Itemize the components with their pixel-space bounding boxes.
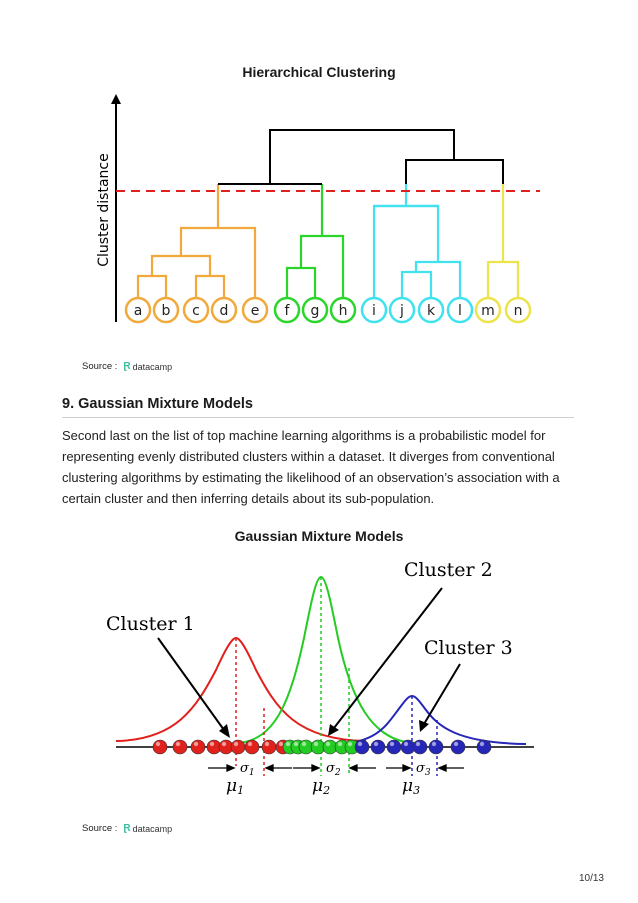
cluster-2-label: Cluster 2 xyxy=(404,559,493,581)
data-point-blue xyxy=(451,740,465,754)
mu2-label: μ2 xyxy=(312,776,331,797)
orange-cluster-branches xyxy=(138,184,255,298)
data-point-highlight xyxy=(176,742,180,746)
datacamp-logo-icon: Ɽ xyxy=(123,823,131,834)
cluster-2-curve xyxy=(236,577,416,743)
leaf-label-b: b xyxy=(161,303,171,319)
data-points xyxy=(153,740,491,754)
data-point-highlight xyxy=(404,742,408,746)
datacamp-logo-text: datacamp xyxy=(132,361,173,372)
gmm-figure-title: Gaussian Mixture Models xyxy=(234,528,404,544)
mu3-label: μ3 xyxy=(402,776,421,797)
datacamp-logo-icon: Ɽ xyxy=(123,361,131,372)
data-point-highlight xyxy=(348,742,352,746)
hierarchical-figure-title: Hierarchical Clustering xyxy=(242,64,396,80)
sigma2-label: $\sigma_2$ xyxy=(326,761,341,778)
cluster-1-arrow xyxy=(158,638,224,730)
data-point-highlight xyxy=(265,742,269,746)
cluster-3-arrow xyxy=(424,664,460,724)
cluster-1-label: Cluster 1 xyxy=(106,613,195,635)
data-point-highlight xyxy=(374,742,378,746)
leaf-label-e: e xyxy=(250,303,260,319)
dendrogram-figure xyxy=(90,90,550,330)
leaf-label-m: m xyxy=(481,303,495,319)
data-point-highlight xyxy=(194,742,198,746)
source-label: Source : xyxy=(82,361,118,372)
data-point-red xyxy=(231,740,245,754)
source-line-2 xyxy=(82,823,172,834)
green-cluster-branches xyxy=(287,184,343,298)
yellow-cluster-branches xyxy=(488,184,518,298)
data-point-red xyxy=(191,740,205,754)
data-point-red xyxy=(245,740,259,754)
data-point-highlight xyxy=(222,742,226,746)
y-axis-arrowhead xyxy=(111,94,121,104)
cyan-cluster-branches xyxy=(374,184,460,298)
datacamp-logo[interactable] xyxy=(123,361,172,372)
data-point-highlight xyxy=(279,742,283,746)
section-divider xyxy=(62,417,574,418)
data-point-highlight xyxy=(480,742,484,746)
datacamp-logo-text: datacamp xyxy=(132,823,173,834)
leaf-label-a: a xyxy=(133,303,143,319)
leaf-label-c: c xyxy=(192,303,200,319)
data-point-blue xyxy=(371,740,385,754)
data-point-red xyxy=(153,740,167,754)
data-point-highlight xyxy=(454,742,458,746)
leaf-label-k: k xyxy=(426,303,436,319)
section-paragraph: Second last on the list of top machine learning algorithms is a probabilistic model for representing evenly distributed clusters within a dataset. It diverges from conventional clustering algorithms by estimating the likelihood of an observation’s association with a certain cluster and then inferring details about its sub-population. xyxy=(62,428,560,506)
leaf-label-d: d xyxy=(219,303,229,319)
data-point-red xyxy=(262,740,276,754)
data-point-highlight xyxy=(314,742,318,746)
data-point-blue xyxy=(413,740,427,754)
y-axis-label: Cluster distance xyxy=(96,153,112,267)
source-line-1 xyxy=(82,361,172,372)
data-point-highlight xyxy=(294,742,298,746)
data-point-highlight xyxy=(210,742,214,746)
leaf-label-l: l xyxy=(458,303,462,319)
data-point-highlight xyxy=(432,742,436,746)
leaf-label-f: f xyxy=(284,303,290,319)
gmm-figure xyxy=(86,548,546,808)
data-point-highlight xyxy=(156,742,160,746)
leaf-label-n: n xyxy=(513,303,523,319)
cluster-1-curve xyxy=(116,638,366,741)
leaf-label-g: g xyxy=(310,303,320,319)
data-point-blue xyxy=(429,740,443,754)
data-point-blue xyxy=(477,740,491,754)
page-number: 10/13 xyxy=(578,873,604,884)
data-point-highlight xyxy=(286,742,290,746)
cluster-3-curve xyxy=(336,696,526,744)
data-point-highlight xyxy=(248,742,252,746)
leaf-label-h: h xyxy=(338,303,348,319)
mu1-label: μ1 xyxy=(226,776,245,797)
data-point-highlight xyxy=(390,742,394,746)
data-point-red xyxy=(173,740,187,754)
sigma3-label: $\sigma_3$ xyxy=(416,761,431,778)
leaf-nodes xyxy=(126,298,530,322)
data-point-highlight xyxy=(234,742,238,746)
data-point-highlight xyxy=(302,742,306,746)
source-label: Source : xyxy=(82,823,118,834)
datacamp-logo[interactable] xyxy=(123,823,172,834)
leaf-label-j: j xyxy=(400,303,404,319)
cluster-3-label: Cluster 3 xyxy=(424,637,513,659)
top-branches xyxy=(218,130,503,184)
section-heading: 9. Gaussian Mixture Models xyxy=(62,396,253,412)
data-point-highlight xyxy=(326,742,330,746)
data-point-highlight xyxy=(416,742,420,746)
data-point-highlight xyxy=(358,742,362,746)
data-point-blue xyxy=(387,740,401,754)
data-point-highlight xyxy=(338,742,342,746)
data-point-blue xyxy=(355,740,369,754)
sigma1-label: $\sigma_1$ xyxy=(240,761,255,778)
leaf-label-i: i xyxy=(372,303,376,319)
